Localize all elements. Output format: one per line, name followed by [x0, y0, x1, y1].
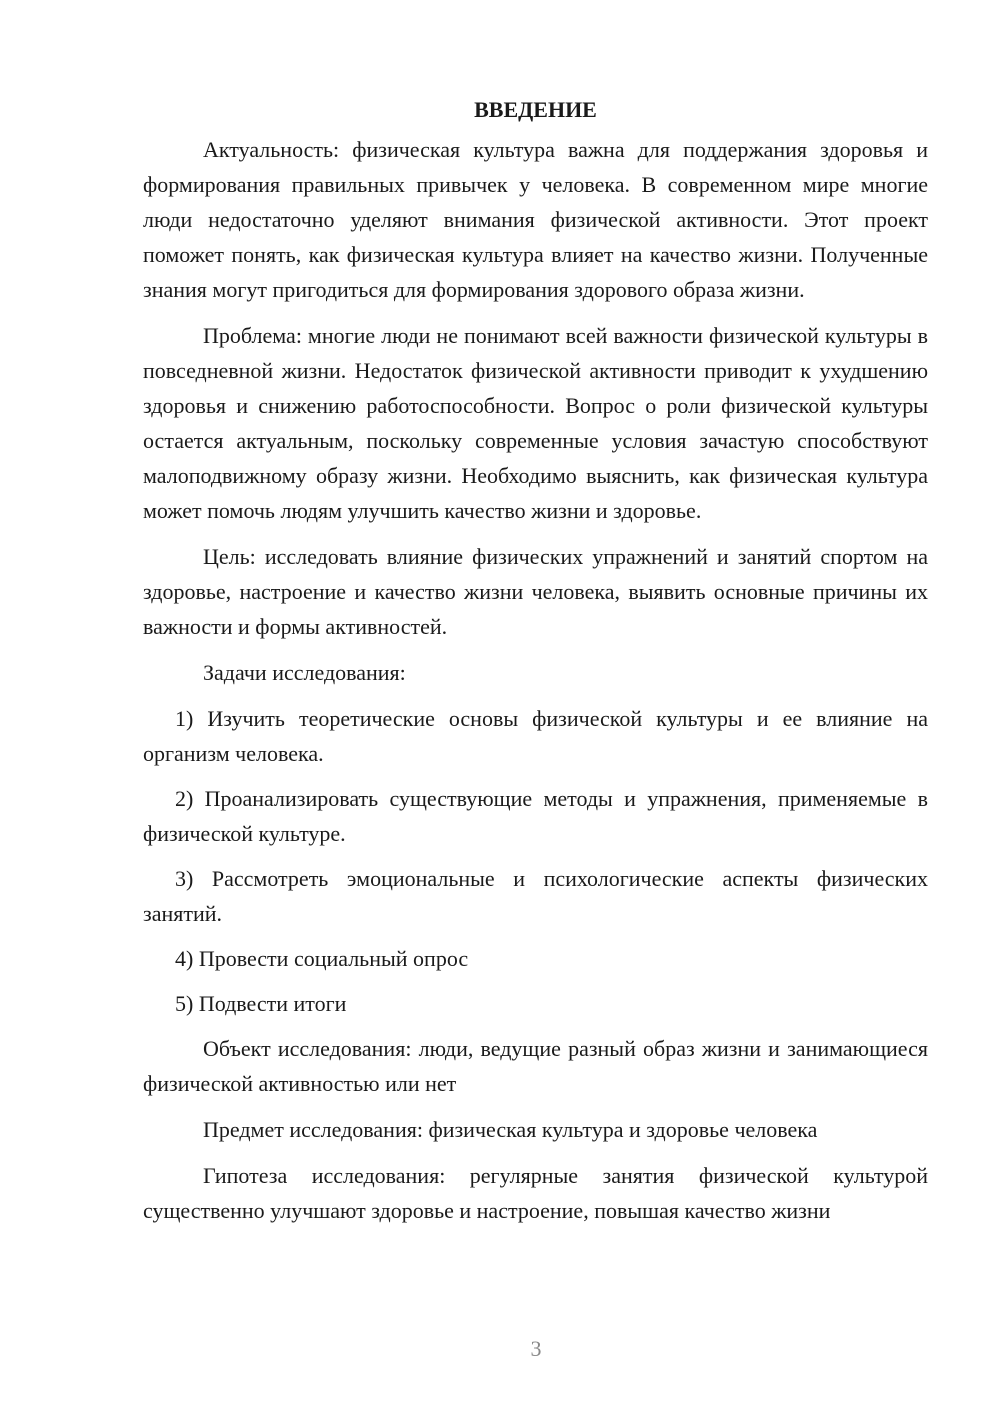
- tasks-heading: Задачи исследования:: [203, 660, 406, 685]
- page-title: ВВЕДЕНИЕ: [474, 97, 597, 122]
- task-item: 1) Изучить теоретические основы физической культуры и ее влияние на организм человека.: [143, 706, 928, 766]
- goal-paragraph: Цель: исследовать влияние физических упражнений и занятий спортом на здоровье, настроение и качество жизни человека, выявить основные причины их важности и формы активностей.: [143, 544, 928, 639]
- page-content: [143, 92, 928, 1239]
- page-number: 3: [530, 1336, 542, 1361]
- subject-paragraph: Предмет исследования: физическая культура и здоровье человека: [203, 1117, 818, 1142]
- relevance-paragraph: Актуальность: физическая культура важна для поддержания здоровья и формирования правильных привычек у человека. В современном мире многие люди недостаточно уделяют внимания физической активности. Этот проект поможет понять, как физическая культура влияет на качество жизни. Полученные знания могут пригодиться для формирования здорового образа жизни.: [143, 137, 928, 302]
- object-paragraph: Объект исследования: люди, ведущие разный образ жизни и занимающиеся физической активностью или нет: [143, 1036, 928, 1096]
- task-item: 4) Провести социальный опрос: [175, 946, 469, 971]
- problem-paragraph: Проблема: многие люди не понимают всей важности физической культуры в повседневной жизни. Недостаток физической активности приводит к ухудшению здоровья и снижению работоспособности. Вопрос о роли физической культуры остается актуальным, поскольку современные условия зачастую способствуют малоподвижному образу жизни. Необходимо выяснить, как физическая культура может помочь людям улучшить качество жизни и здоровье.: [143, 323, 928, 523]
- task-item: 2) Проанализировать существующие методы и упражнения, применяемые в физической культуре.: [143, 786, 928, 846]
- task-item: 3) Рассмотреть эмоциональные и психологические аспекты физических занятий.: [143, 866, 928, 926]
- hypothesis-paragraph: Гипотеза исследования: регулярные занятия физической культурой существенно улучшают здоровье и настроение, повышая качество жизни: [143, 1163, 928, 1223]
- task-item: 5) Подвести итоги: [175, 991, 347, 1016]
